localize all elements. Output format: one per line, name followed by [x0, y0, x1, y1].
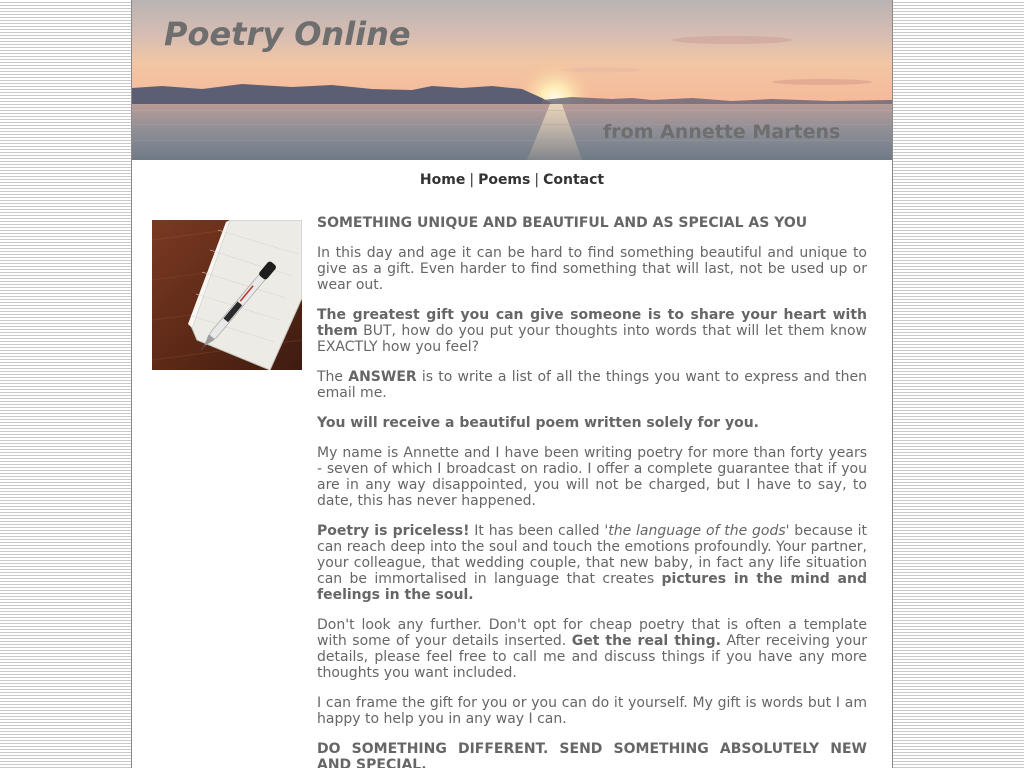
nav-link-contact[interactable]: Contact [543, 172, 605, 188]
paragraph-greatest-gift [317, 307, 867, 355]
paragraph-text: It has been called ' [469, 523, 609, 539]
article-headline: SOMETHING UNIQUE AND BEAUTIFUL AND AS SPECIAL AS YOU [317, 215, 808, 231]
paragraph-answer [317, 369, 867, 401]
header-banner [132, 0, 892, 160]
paragraph-text: ' because it can reach deep into the soul and touch the emotions profoundly. Your partner, your colleague, that wedding couple, that new baby, in fact any life situation can be immortalised in language that creates [317, 523, 868, 587]
site-title: Poetry Online [164, 15, 411, 53]
paragraph-priceless [317, 523, 867, 603]
main-nav [132, 170, 892, 190]
paragraph-text: After receiving your details, please feel free to call me and discuss things if you have any more thoughts you want included. [317, 633, 867, 681]
nav-separator: | [469, 172, 475, 188]
italic-text: the language of the gods [608, 523, 786, 539]
paragraph-text: BUT, how do you put your thoughts into words that will let them know EXACTLY how you feel? [317, 323, 867, 355]
paragraph-frame-gift: I can frame the gift for you or you can do it yourself. My gift is words but I am happy to help you in any way I can. [317, 695, 867, 727]
paragraph-text: is to write a list of all the things you want to express and then email me. [317, 369, 867, 401]
emphasis-text: Get the real thing. [571, 633, 721, 649]
paragraph-about-annette: My name is Annette and I have been writing poetry for more than forty years - seven of which I broadcast on radio. I offer a complete guarantee that if you are in any way disappointed, you will not be charged, but I have to say, to date, this has never happened. [317, 445, 867, 509]
emphasis-text: ANSWER [348, 369, 417, 385]
paragraph-text: The [317, 369, 349, 385]
paragraph-receive-poem: You will receive a beautiful poem written solely for you. [317, 415, 759, 431]
page-container [131, 0, 893, 768]
paragraph-do-something-different: DO SOMETHING DIFFERENT. SEND SOMETHING ABSOLUTELY NEW AND SPECIAL. [317, 741, 867, 768]
nav-link-poems[interactable]: Poems [478, 172, 531, 188]
nav-separator: | [534, 172, 540, 188]
site-subtitle: from Annette Martens [603, 121, 841, 143]
article-text [317, 215, 868, 768]
emphasis-text: pictures in the mind and feelings in the soul. [317, 571, 867, 603]
emphasis-text: The greatest gift you can give someone is to share your heart with them [317, 307, 867, 339]
emphasis-text: Poetry is priceless! [317, 523, 470, 539]
notebook-pen-icon [152, 220, 302, 370]
paragraph-real-thing [317, 617, 867, 681]
paragraph-intro: In this day and age it can be hard to find something beautiful and unique to give as a gift. Even harder to find something that will last, not be used up or wear out. [317, 245, 867, 293]
notebook-pen-photo [152, 220, 302, 370]
nav-link-home[interactable]: Home [419, 172, 466, 188]
paragraph-text: Don't look any further. Don't opt for cheap poetry that is often a template with some of your details inserted. [317, 617, 867, 649]
